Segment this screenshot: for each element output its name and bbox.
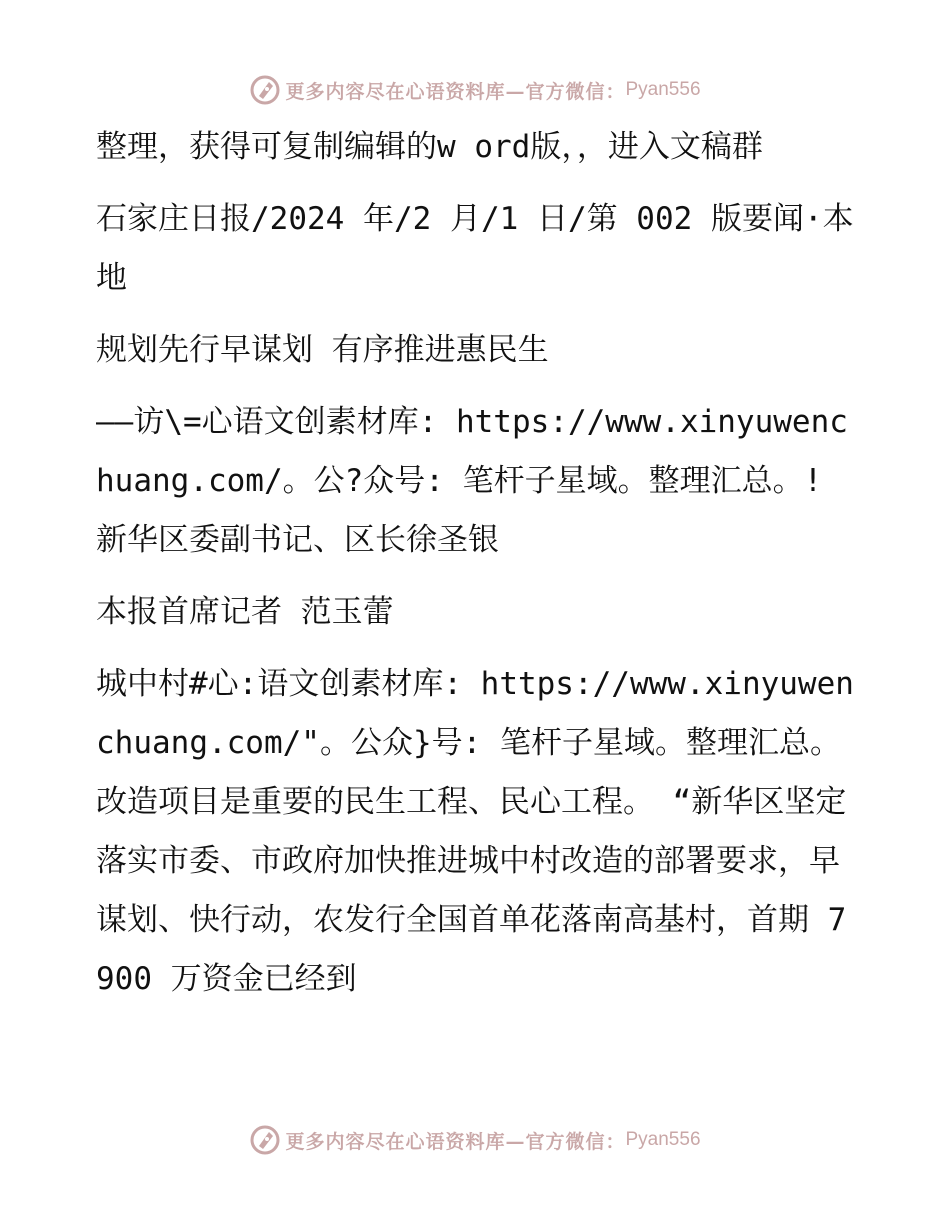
document-body [96,118,856,1022]
intro-paragraph: 整理，获得可复制编辑的w ord版，，进入文稿群 [96,129,763,165]
article-title: 规划先行早谋划 有序推进惠民生 [96,332,549,368]
pen-nib-circle-icon [249,1124,281,1156]
article-subtitle: ——访\=心语文创素材库: https://www.xinyuwenchuang.com/。公?众号: 笔杆子星域。整理汇总。! 新华区委副书记、区长徐圣银 [96,404,848,558]
watermark-text: 更多内容尽在心语资料库—官方微信： [285,1130,626,1153]
header-watermark [0,70,950,110]
pen-nib-circle-icon [249,74,281,106]
watermark-text: 更多内容尽在心语资料库—官方微信： [285,80,626,103]
source-line: 石家庄日报/2024 年/2 月/1 日/第 002 版要闻·本地 [96,201,854,296]
footer-watermark [0,1120,950,1160]
watermark-id: Pyan556 [625,79,701,100]
body-paragraph: 城中村#心:语文创素材库: https://www.xinyuwenchuang.com/"。公众}号: 笔杆子星域。整理汇总。改造项目是重要的民生工程、民心工程。 “新华区坚定落实市委、市政府加快推进城中村改造的部署要求，早谋划、快行动，农发行全国首单花落南高基村，首期 7900 万资金已经到 [96,666,854,997]
byline: 本报首席记者 范玉蕾 [96,594,394,630]
watermark-id: Pyan556 [625,1129,701,1150]
